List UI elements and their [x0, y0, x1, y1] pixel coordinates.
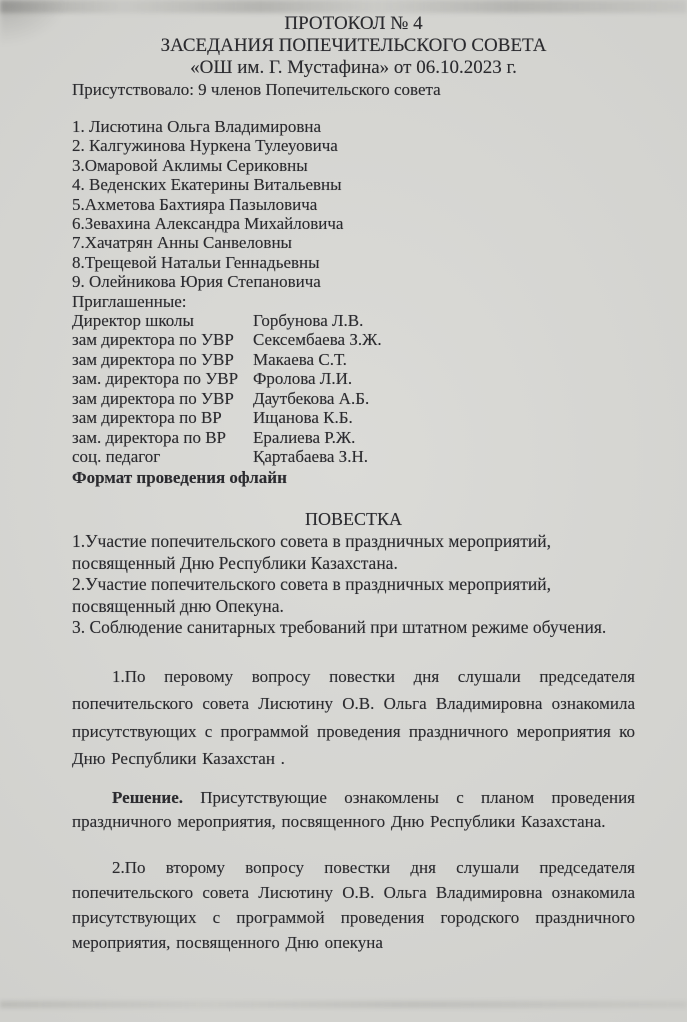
agenda-item: 2.Участие попечительского совета в праздничных мероприятий, посвященный дню Опекуна.	[72, 574, 551, 616]
member-item: 2. Калгужинова Нуркена Тулеуовича	[72, 136, 338, 156]
agenda-item: 3. Соблюдение санитарных требований при штатном режиме обучения.	[72, 617, 607, 638]
position-cell: зам директора по ВР	[72, 408, 222, 428]
member-item: 6.Зевахина Александра Михайловича	[72, 214, 344, 234]
name-cell: Қартабаева З.Н.	[253, 446, 368, 466]
agenda-title: ПОВЕСТКА	[304, 509, 402, 530]
scan-artifact-bottom	[0, 1001, 687, 1008]
resolution-text: Присутствующие ознакомлены с планом проведения праздничного мероприятия, посвященного Дню Республики Казахстана.	[72, 787, 635, 831]
name-cell: Макаева С.Т.	[253, 349, 347, 369]
invited-list	[72, 311, 635, 466]
member-item: 7.Хачатрян Анны Санвеловны	[72, 233, 292, 253]
protocol-title: ПРОТОКОЛ № 4	[284, 13, 423, 34]
invited-row	[72, 350, 635, 369]
position-cell: зам директора по УВР	[72, 349, 234, 369]
invited-row	[72, 330, 635, 349]
invited-row	[72, 428, 635, 447]
school-and-date: «ОШ им. Г. Мустафина» от 06.10.2023 г.	[190, 57, 517, 78]
name-cell: Сексембаева З.Ж.	[253, 330, 382, 350]
format-line: Формат проведения офлайн	[72, 468, 287, 488]
member-item: 9. Олейникова Юрия Степановича	[72, 272, 321, 292]
invited-row	[72, 408, 635, 427]
members-list	[72, 117, 635, 292]
document-header	[72, 13, 635, 79]
name-cell: Даутбекова А.Б.	[253, 388, 370, 408]
position-cell: зам. директора по ВР	[72, 427, 226, 447]
member-item: 1. Лисютина Ольга Владимировна	[72, 117, 321, 136]
position-cell: зам директора по УВР	[72, 330, 234, 350]
agenda-list	[72, 531, 635, 639]
resolution-lead: Решение.	[112, 787, 183, 807]
name-cell: Фролова Л.И.	[253, 369, 353, 389]
resolution-paragraph	[72, 786, 635, 834]
position-cell: Директор школы	[72, 311, 194, 331]
meeting-title: ЗАСЕДАНИЯ ПОПЕЧИТЕЛЬСКОГО СОВЕТА	[160, 35, 547, 56]
member-item: 4. Веденских Екатерины Витальевны	[72, 175, 342, 195]
agenda-item: 1.Участие попечительского совета в праздничных мероприятий, посвященный Дню Республики Казахстана.	[72, 531, 551, 573]
body-paragraph-1: 1.По перовому вопросу повестки дня слушали председателя попечительского совета Лисютину О.В. Ольга Владимировна ознакомила присутствующих с программой проведения праздничного мероприятия ко Дню Республики Казахстан .	[72, 666, 635, 769]
member-item: 3.Омаровой Аклимы Сериковны	[72, 155, 308, 175]
attendance-line: Присутствовало: 9 членов Попечительского совета	[72, 80, 441, 99]
name-cell: Горбунова Л.В.	[253, 311, 364, 331]
invited-row	[72, 389, 635, 408]
member-item: 5.Ахметова Бахтияра Пазыловича	[72, 194, 318, 214]
name-cell: Ералиева Р.Ж.	[253, 427, 356, 447]
invited-label: Приглашенные:	[72, 291, 187, 311]
invited-row	[72, 369, 635, 388]
position-cell: соц. педагог	[72, 446, 161, 466]
position-cell: зам. директора по УВР	[72, 369, 239, 389]
body-paragraph-2: 2.По второму вопросу повестки дня слушали председателя попечительского совета Лисютину О.В. Ольга Владимировна ознакомила присутствующих с программой проведения городского праздничного мероприятия, посвященного Дню опекуна	[72, 857, 635, 952]
position-cell: зам директора по УВР	[72, 388, 234, 408]
invited-row	[72, 311, 635, 330]
member-item: 8.Трещевой Натальи Геннадьевны	[72, 252, 320, 272]
invited-row	[72, 447, 635, 466]
name-cell: Ищанова К.Б.	[253, 408, 353, 428]
